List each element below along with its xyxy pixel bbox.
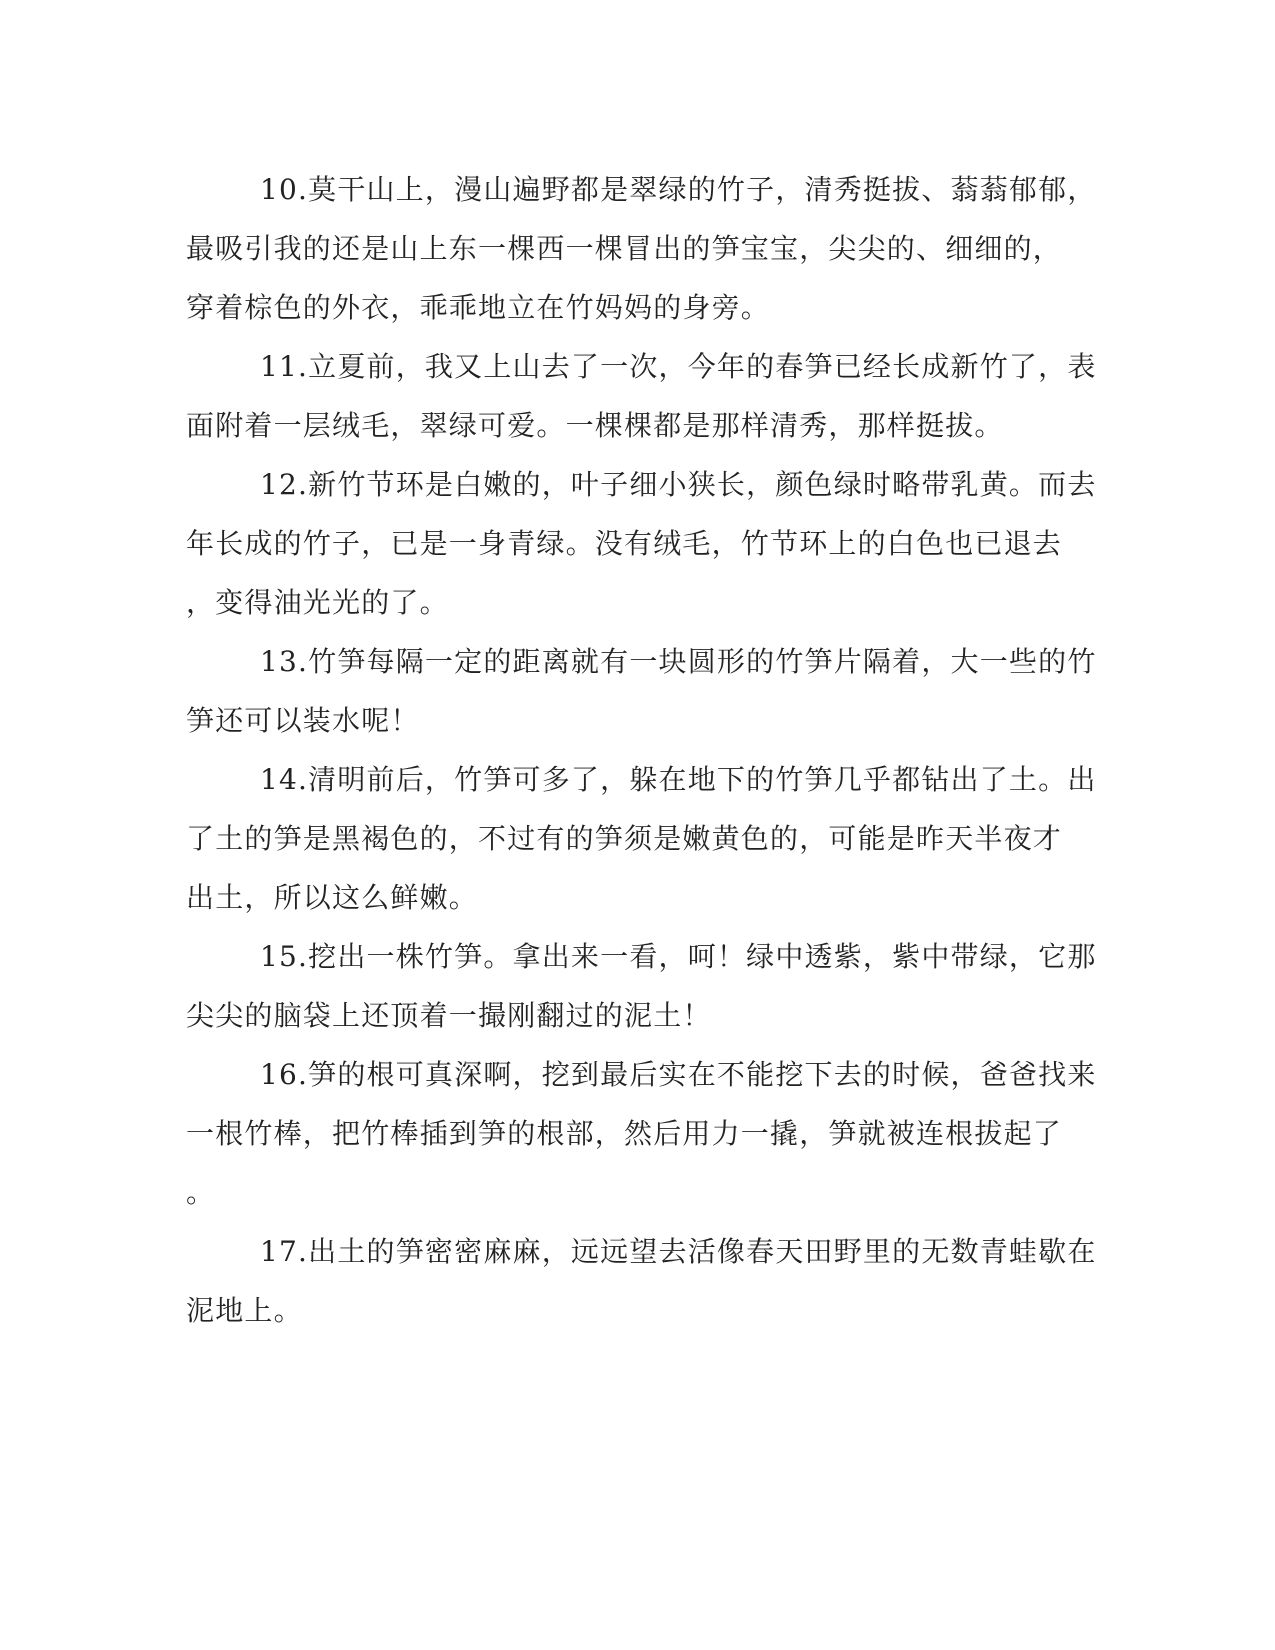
paragraph-15-line-2: 尖尖的脑袋上还顶着一撮刚翻过的泥土！ — [186, 999, 712, 1032]
paragraph-14-line-2: 了土的笋是黑褐色的，不过有的笋须是嫩黄色的，可能是昨天半夜才 — [186, 822, 1063, 855]
paragraph-10-line-2: 最吸引我的还是山上东一棵西一棵冒出的笋宝宝，尖尖的、细细的， — [186, 232, 1063, 265]
paragraph-12-line-2: 年长成的竹子，已是一身青绿。没有绒毛，竹节环上的白色也已退去 — [186, 527, 1063, 560]
paragraph-12-line-3: ，变得油光光的了。 — [186, 586, 449, 619]
paragraph-17-line-1: 17.出土的笋密密麻麻，远远望去活像春天田野里的无数青蛙歇在 — [260, 1235, 1097, 1268]
paragraph-16-line-3: 。 — [186, 1176, 216, 1209]
paragraph-10-line-1: 10.莫干山上，漫山遍野都是翠绿的竹子，清秀挺拔、蓊蓊郁郁， — [260, 173, 1097, 206]
paragraph-17-line-2: 泥地上。 — [186, 1294, 303, 1327]
paragraph-10-line-3: 穿着棕色的外衣，乖乖地立在竹妈妈的身旁。 — [186, 291, 771, 324]
paragraph-12-line-1: 12.新竹节环是白嫩的，叶子细小狭长，颜色绿时略带乳黄。而去 — [260, 468, 1097, 501]
paragraph-11-line-2: 面附着一层绒毛，翠绿可爱。一棵棵都是那样清秀，那样挺拔。 — [186, 409, 1004, 442]
paragraph-13-line-1: 13.竹笋每隔一定的距离就有一块圆形的竹笋片隔着，大一些的竹 — [260, 645, 1097, 678]
paragraph-14-line-3: 出土，所以这么鲜嫩。 — [186, 881, 479, 914]
paragraph-14-line-1: 14.清明前后，竹笋可多了，躲在地下的竹笋几乎都钻出了土。出 — [260, 763, 1097, 796]
paragraph-16-line-2: 一根竹棒，把竹棒插到笋的根部，然后用力一撬，笋就被连根拔起了 — [186, 1117, 1063, 1150]
paragraph-11-line-1: 11.立夏前，我又上山去了一次，今年的春笋已经长成新竹了，表 — [260, 350, 1097, 383]
paragraph-15-line-1: 15.挖出一株竹笋。拿出来一看，呵！绿中透紫，紫中带绿，它那 — [260, 940, 1097, 973]
paragraph-13-line-2: 笋还可以装水呢！ — [186, 704, 420, 737]
paragraph-16-line-1: 16.笋的根可真深啊，挖到最后实在不能挖下去的时候，爸爸找来 — [260, 1058, 1097, 1091]
